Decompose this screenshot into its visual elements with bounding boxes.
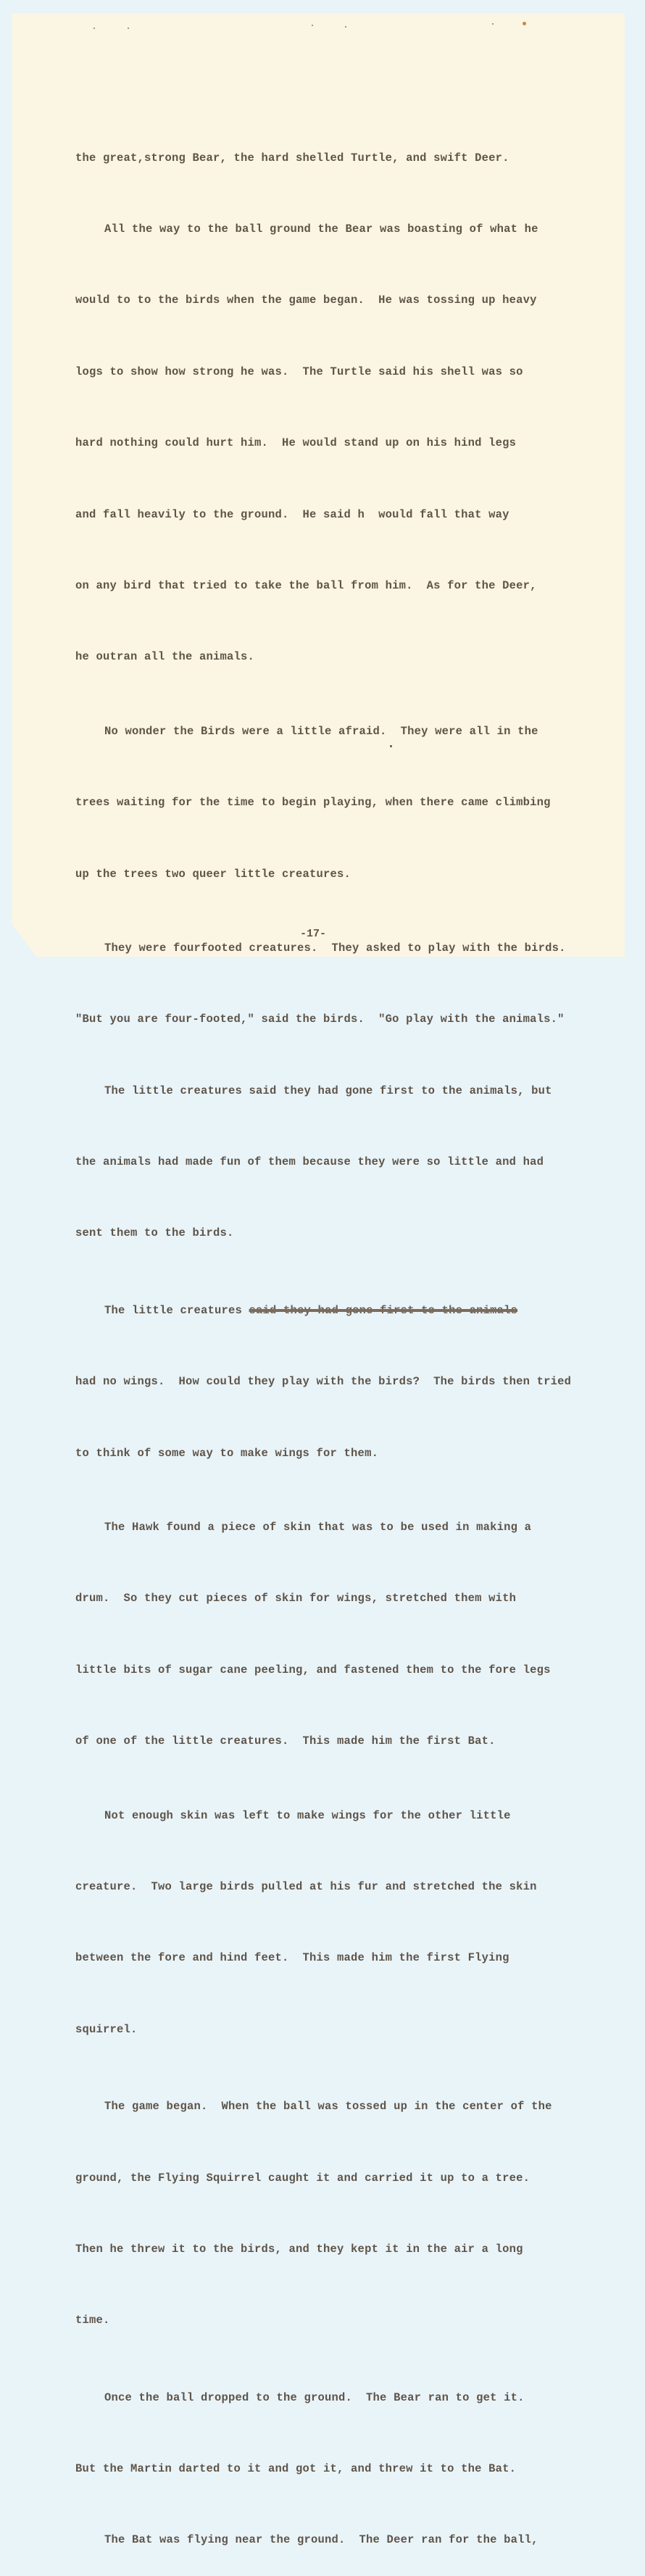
text-line-1: the great,strong Bear, the hard shelled Turtle, and swift Deer. — [75, 151, 509, 165]
page-number: -17- — [300, 928, 327, 940]
text-line-11: up the trees two queer little creatures. — [75, 867, 351, 881]
text-line-19: The Hawk found a piece of skin that was to be used in making a — [104, 1521, 532, 1534]
struck-through-text: said they had gone first to the animals — [249, 1303, 518, 1317]
paper-speck — [523, 22, 526, 25]
text-line-9: No wonder the Birds were a little afraid. They were all in the — [104, 724, 538, 738]
text-line-30: time. — [75, 2314, 110, 2327]
text-line-29: Then he threw it to the birds, and they kept it in the air a long — [75, 2242, 523, 2256]
paper-speck — [492, 23, 494, 25]
text-line-32: But the Martin darted to it and got it, and threw it to the Bat. — [75, 2462, 517, 2476]
text-line-18: to think of some way to make wings for them. — [75, 1446, 379, 1460]
revised-line — [75, 1299, 604, 1323]
text-line-12: They were fourfooted creatures. They asked to play with the birds. — [104, 941, 566, 955]
text-line-33: The Bat was flying near the ground. The Deer ran for the ball, — [104, 2533, 538, 2547]
text-line-22: of one of the little creatures. This made him the first Bat. — [75, 1734, 496, 1748]
text-line-8: he outran all the animals. — [75, 650, 255, 664]
text-line-3: would to to the birds when the game began. He was tossing up heavy — [75, 294, 537, 307]
revised-line-kept: The little creatures — [104, 1303, 249, 1317]
text-line-6: and fall heavily to the ground. He said h would fall that way — [75, 507, 509, 521]
text-line-7: on any bird that tried to take the ball from him. As for the Deer, — [75, 578, 537, 592]
text-line-5: hard nothing could hurt him. He would stand up on his hind legs — [75, 436, 517, 450]
text-line-13: "But you are four-footed," said the birds. "Go play with the animals." — [75, 1013, 565, 1026]
paper-speck — [93, 28, 95, 29]
paper-speck — [345, 26, 346, 28]
text-line-28: ground, the Flying Squirrel caught it and carried it up to a tree. — [75, 2171, 530, 2185]
text-line-20: drum. So they cut pieces of skin for wings, stretched them with — [75, 1592, 517, 1605]
paper-speck — [128, 28, 129, 29]
text-line-21: little bits of sugar cane peeling, and fastened them to the fore legs — [75, 1663, 551, 1677]
text-line-15: the animals had made fun of them because they were so little and had — [75, 1155, 544, 1169]
text-line-16: sent them to the birds. — [75, 1226, 234, 1240]
text-line-31: Once the ball dropped to the ground. The Bear ran to get it. — [104, 2390, 525, 2404]
text-line-23: Not enough skin was left to make wings for the other little — [104, 1808, 511, 1822]
text-line-25: between the fore and hind feet. This made him the first Flying — [75, 1951, 509, 1965]
paper-speck — [312, 25, 313, 26]
text-line-26: squirrel. — [75, 2022, 138, 2036]
text-line-10: trees waiting for the time to begin playing, when there came climbing — [75, 796, 551, 810]
text-line-27: The game began. When the ball was tossed up in the center of the — [104, 2100, 552, 2114]
document-body — [75, 99, 604, 2576]
text-line-14: The little creatures said they had gone first to the animals, but — [104, 1084, 552, 1097]
text-line-17: had no wings. How could they play with the birds? The birds then tried — [75, 1375, 572, 1389]
text-line-2: All the way to the ball ground the Bear was boasting of what he — [104, 222, 538, 236]
text-line-4: logs to show how strong he was. The Turtle said his shell was so — [75, 365, 523, 378]
text-line-24: creature. Two large birds pulled at his fur and stretched the skin — [75, 1879, 537, 1893]
